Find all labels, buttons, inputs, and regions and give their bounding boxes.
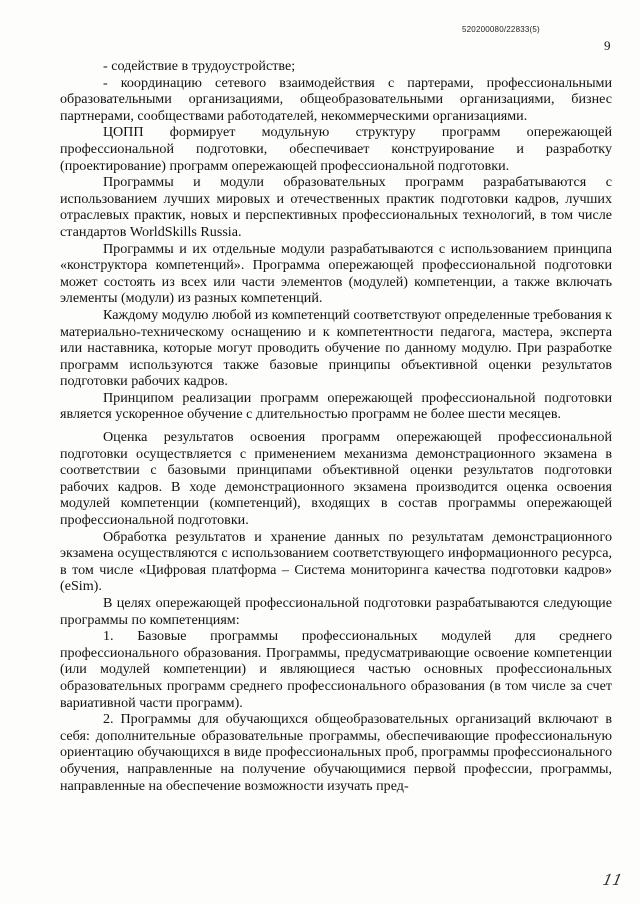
paragraph-demo-exam-assessment: Оценка результатов освоения программ опережающей профессиональной подготовки осуществляется с применением механизма демонстрационного экзамена в соответствии с базовыми принципами объективной оценки результатов подготовки рабочих кадров. В ходе демонстрационного экзамена производится оценка освоения модулей компетенции (компетенций), входящих в состав программы опережающей профессиональной подготовки. [60,429,612,529]
paragraph-network-coordination: - координацию сетевого взаимодействия с партерами, профессиональными образовательными организациями, общеобразовательными организациями, бизнес партнерами, сообществами работодателей, некоммерческими организациями. [60,74,612,124]
list-item-school-programs: 2. Программы для обучающихся общеобразовательных организаций включают в себя: дополнительные образовательные программы, обеспечивающие профессиональную ориентацию обучающихся в виде профессиональных проб, программы профессионального обучения, направленные на получение обучающимися первой профессии, программы, направленные на обеспечение возможности изучать пред- [60,711,612,794]
paragraph-accelerated-training: Принципом реализации программ опережающей профессиональной подготовки является ускоренное обучение с длительностью программ не более шести месяцев. [60,389,612,423]
list-item-basic-programs: 1. Базовые программы профессиональных модулей для среднего профессионального образования. Программы, предусматривающие освоение компетенции (или модулей компетенции) и являющиеся частью основных профессиональных образовательных программ среднего профессионального образования (в том числе за счет вариативной части программ). [60,628,612,711]
paragraph-competence-constructor: Программы и их отдельные модули разрабатываются с использованием принципа «конструктора компетенций». Программа опережающей профессиональной подготовки может состоять из всех или части элементов (модулей) компетенции, а также включать элементы (модули) из разных компетенций. [60,240,612,307]
handwritten-mark: 11 [600,871,624,889]
paragraph-esim-data: Обработка результатов и хранение данных по результатам демонстрационного экзамена осуществляются с использованием соответствующего информационного ресурса, в том числе «Цифровая платформа – Система мониторинга качества подготовки кадров» (eSim). [60,528,612,595]
paragraph-module-requirements: Каждому модулю любой из компетенций соответствуют определенные требования к материально-техническому оснащению и к компетентности педагога, мастера, эксперта или наставника, которые могут проводить обучение по данному модулю. При разработке программ используются также базовые принципы объективной оценки результатов подготовки рабочих кадров. [60,306,612,390]
page-number: 9 [604,38,611,53]
paragraph-programs-intro: В целях опережающей профессиональной подготовки разрабатываются следующие программы по компетенциям: [60,595,612,628]
paragraph-program-development: Программы и модули образовательных программ разрабатываются с использованием лучших мировых и отечественных практик подготовки кадров, лучших отраслевых практик, новых и перспективных профессиональных технологий, в том числе стандартов WorldSkills Russia. [60,174,612,240]
document-code: 520200080/22833(5) [462,25,540,34]
document-body [60,58,612,794]
paragraph-copp-structure: ЦОПП формирует модульную структуру программ опережающей профессиональной подготовки, обеспечивает конструирование и разработку (проектирование) программ опережающей профессиональной подготовки. [60,124,612,174]
paragraph-employment-support: - содействие в трудоустройстве; [103,58,296,74]
